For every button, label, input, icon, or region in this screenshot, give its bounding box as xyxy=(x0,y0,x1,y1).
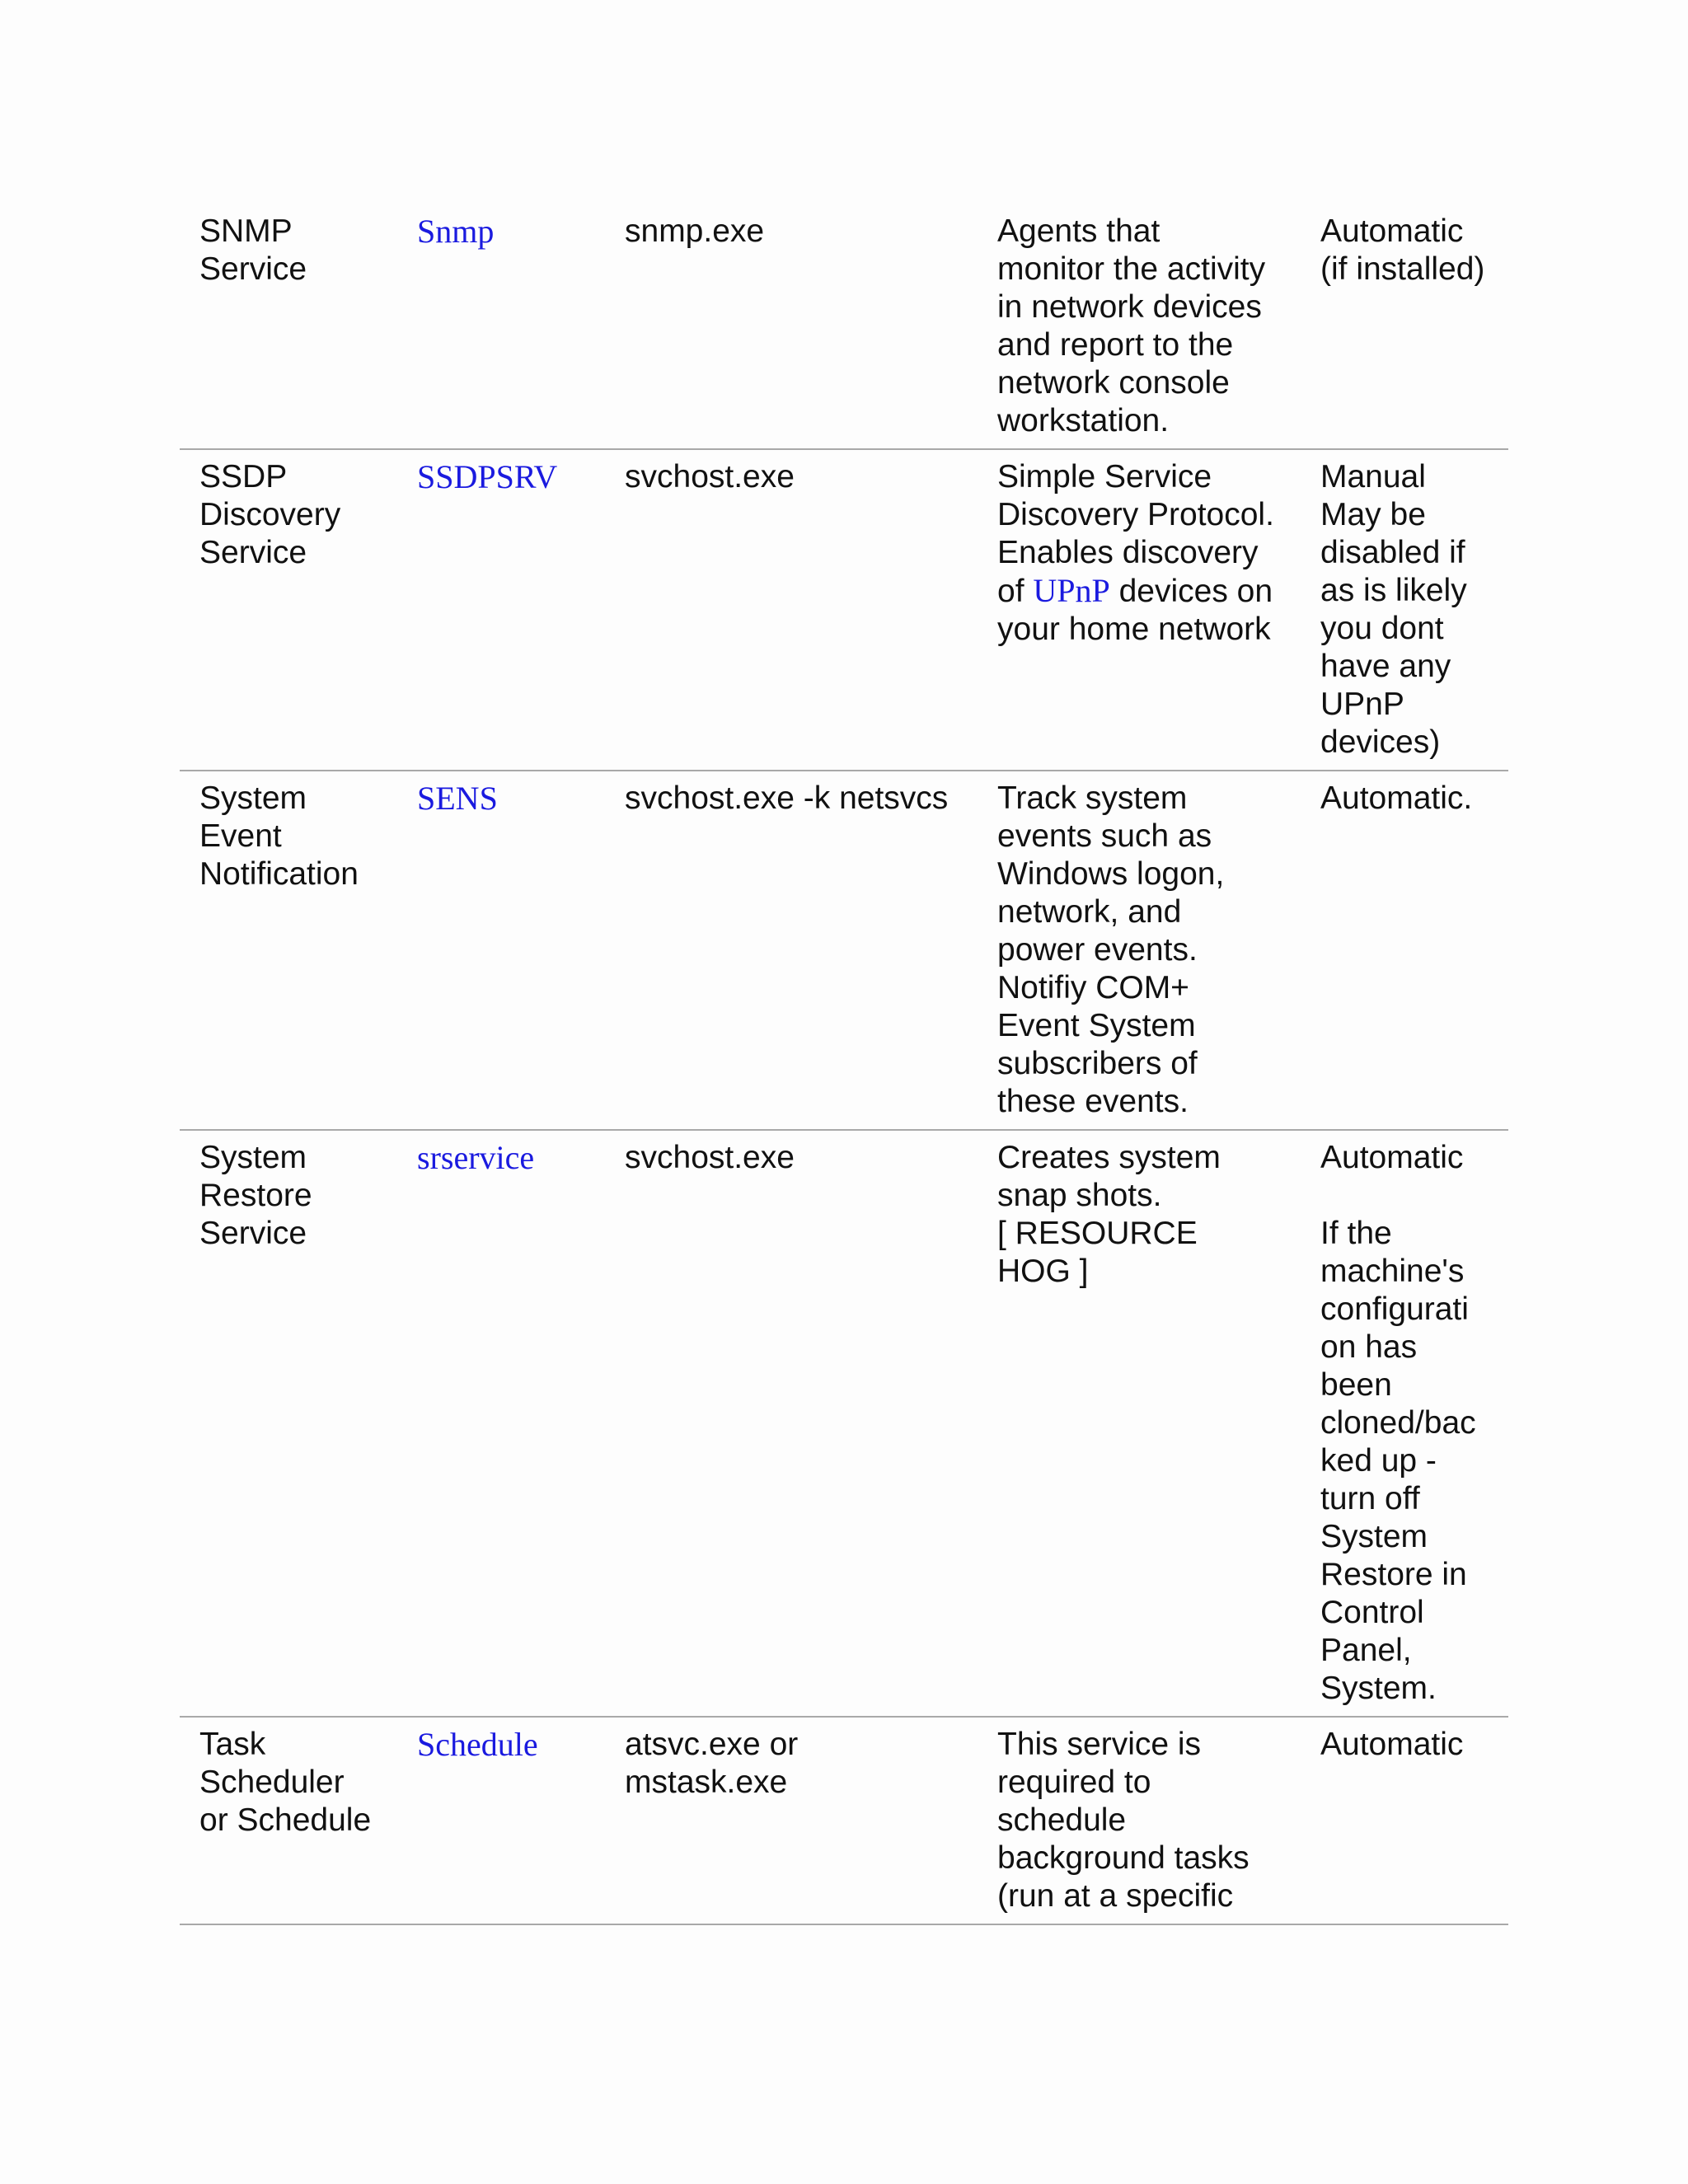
executable-cell: svchost.exe -k netsvcs xyxy=(625,771,997,1130)
display-name-cell: SNMP Service xyxy=(180,204,417,449)
executable-cell: svchost.exe xyxy=(625,449,997,771)
service-name-cell xyxy=(417,1130,625,1717)
service-name-cell xyxy=(417,771,625,1130)
display-name-cell: System Event Notification xyxy=(180,771,417,1130)
display-name-cell: SSDP Discovery Service xyxy=(180,449,417,771)
description-cell: This service is required to schedule background tasks (run at a specific xyxy=(997,1717,1320,1924)
services-table xyxy=(180,204,1508,1925)
executable-cell: atsvc.exe or mstask.exe xyxy=(625,1717,997,1924)
description-cell: Agents that monitor the activity in network devices and report to the network console workstation. xyxy=(997,204,1320,449)
executable-cell: svchost.exe xyxy=(625,1130,997,1717)
upnp-link[interactable]: UPnP xyxy=(1033,572,1110,609)
executable-cell: snmp.exe xyxy=(625,204,997,449)
service-name-cell xyxy=(417,449,625,771)
startup-type-cell: Automatic xyxy=(1320,1717,1508,1924)
service-name-link[interactable]: Snmp xyxy=(417,213,495,250)
table-row xyxy=(180,771,1508,1130)
description-line-with-link: of UPnP devices on xyxy=(997,572,1273,609)
description-cell: Track system events such as Windows logon, network, and power events. Notifiy COM+ Event System subscribers of these events. xyxy=(997,771,1320,1130)
display-name-cell: Task Scheduler or Schedule xyxy=(180,1717,417,1924)
table-row xyxy=(180,1717,1508,1924)
service-name-cell xyxy=(417,1717,625,1924)
startup-type-cell: Automatic If the machine's configurati on has been cloned/bac ked up - turn off System Restore in Control Panel, System. xyxy=(1320,1130,1508,1717)
table-row xyxy=(180,204,1508,449)
spacer xyxy=(1320,1177,1508,1215)
startup-type-cell: Automatic. xyxy=(1320,771,1508,1130)
display-name-cell: System Restore Service xyxy=(180,1130,417,1717)
service-name-link[interactable]: srservice xyxy=(417,1139,535,1176)
service-name-link[interactable]: SSDPSRV xyxy=(417,458,558,495)
service-name-link[interactable]: SENS xyxy=(417,780,498,817)
service-name-link[interactable]: Schedule xyxy=(417,1726,538,1763)
table-row xyxy=(180,449,1508,771)
description-cell: Creates system snap shots. [ RESOURCE HOG ] xyxy=(997,1130,1320,1717)
startup-type-cell: Manual May be disabled if as is likely you dont have any UPnP devices) xyxy=(1320,449,1508,771)
service-name-cell xyxy=(417,204,625,449)
startup-type-cell: Automatic (if installed) xyxy=(1320,204,1508,449)
description-cell: Simple Service Discovery Protocol. Enables discovery of UPnP devices on your home network xyxy=(997,449,1320,771)
table-row xyxy=(180,1130,1508,1717)
